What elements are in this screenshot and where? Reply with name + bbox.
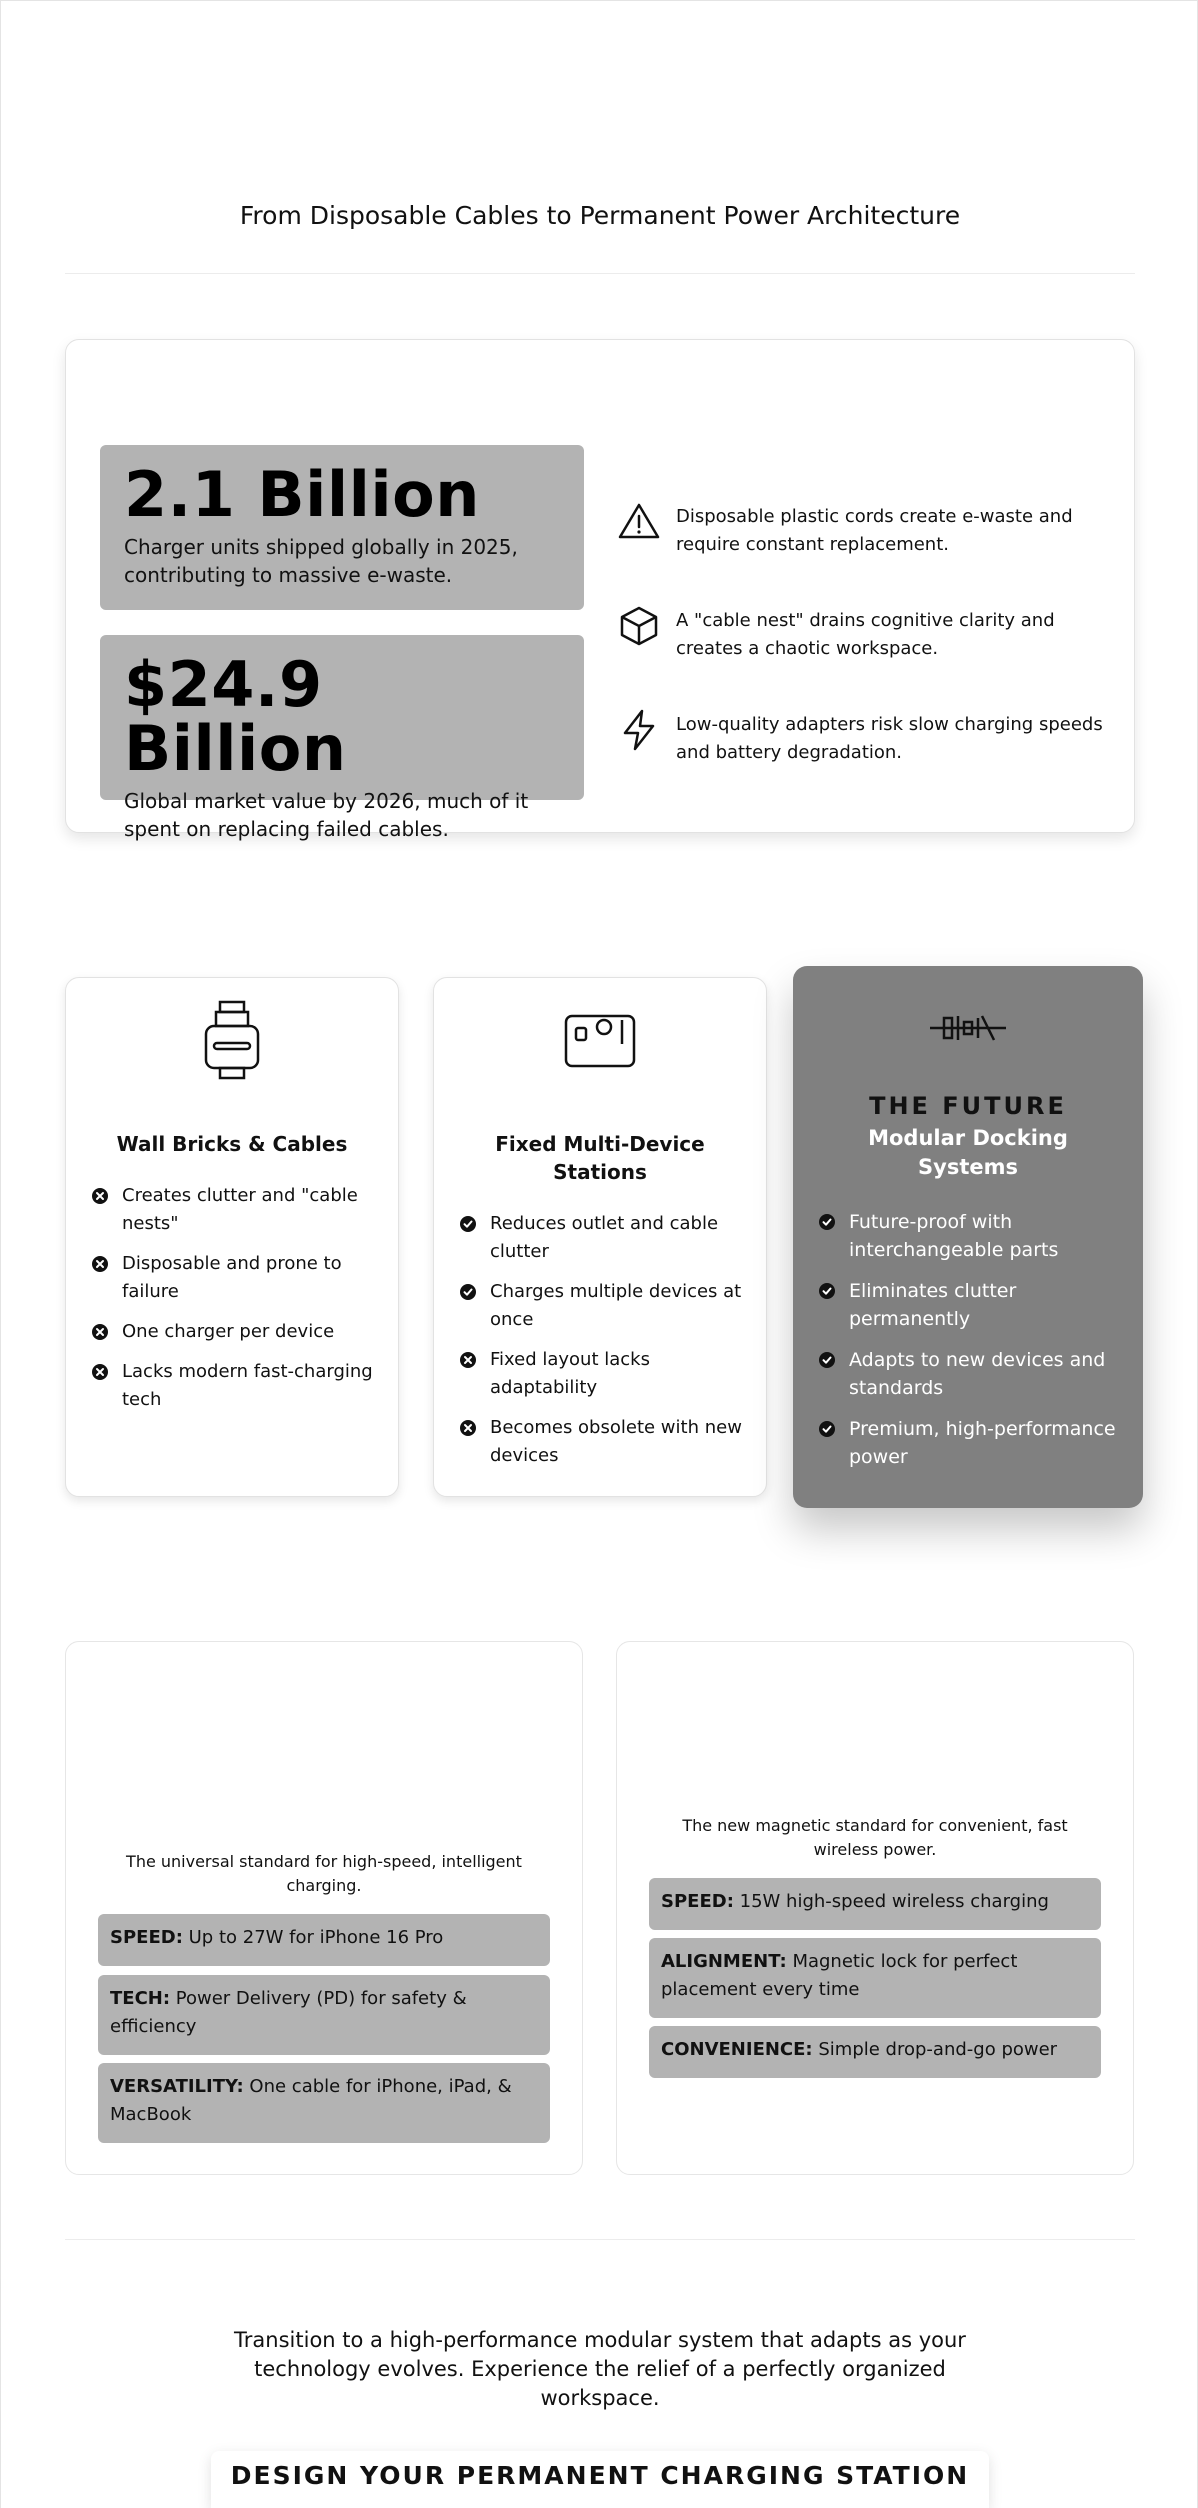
list-item (92, 1182, 380, 1238)
list-item (819, 1277, 1125, 1333)
spec-label: ALIGNMENT: (661, 1951, 787, 1972)
list-item (460, 1210, 748, 1266)
spec-text: Magnetic lock for perfect placement every time (661, 1951, 1018, 2000)
spec-label: SPEED: (661, 1891, 734, 1912)
stat-value: $24.9 Billion (124, 648, 347, 785)
spec-text: 15W high-speed wireless charging (739, 1891, 1049, 1912)
stats-panel (65, 339, 1135, 841)
spec-label: TECH: (110, 1988, 171, 2009)
issue-text: A "cable nest" drains cognitive clarity and creates a chaotic workspace. (676, 610, 1055, 659)
list-item-text: Lacks modern fast-charging tech (122, 1361, 373, 1410)
list-item-text: Becomes obsolete with new devices (490, 1417, 742, 1466)
spec-text: Simple drop-and-go power (818, 2039, 1058, 2060)
wall-charger-icon (202, 1000, 262, 1082)
warning-icon (616, 499, 662, 545)
closing-statement: Transition to a high-performance modular system that adapts as your technology evolves. Experience the relief of a perfectly organized workspace. (234, 2328, 966, 2410)
stat-description: Charger units shipped globally in 2025, contributing to massive e-waste. (124, 535, 518, 587)
card-title: Fixed Multi-Device Stations (495, 1132, 705, 1184)
standard-card-magsafe (616, 1641, 1134, 2175)
list-item (92, 1250, 380, 1306)
card-title: Wall Bricks & Cables (116, 1132, 348, 1156)
spec-label: SPEED: (110, 1927, 183, 1948)
check-circle-icon (819, 1283, 835, 1299)
list-item (460, 1278, 748, 1334)
list-item (819, 1208, 1125, 1264)
spec-text: Up to 27W for iPhone 16 Pro (188, 1927, 444, 1948)
list-item (460, 1346, 748, 1402)
list-item-text: Creates clutter and "cable nests" (122, 1185, 358, 1234)
check-circle-icon (460, 1216, 476, 1232)
spec-item (98, 1975, 550, 2055)
divider (65, 273, 1135, 274)
list-item (92, 1318, 380, 1346)
list-item (460, 1414, 748, 1470)
page-headline: From Disposable Cables to Permanent Power Architecture (239, 201, 961, 230)
x-circle-icon (92, 1364, 108, 1380)
design-station-button[interactable]: DESIGN YOUR PERMANENT CHARGING STATION (211, 2451, 989, 2508)
card-title: Modular Docking Systems (868, 1126, 1068, 1179)
check-circle-icon (460, 1284, 476, 1300)
check-circle-icon (819, 1214, 835, 1230)
standard-description: The new magnetic standard for convenient, fast wireless power. (682, 1816, 1068, 1859)
lightning-icon (616, 707, 662, 753)
spec-item (649, 1878, 1101, 1930)
issue-text: Low-quality adapters risk slow charging speeds and battery degradation. (676, 714, 1103, 763)
feature-list (92, 1182, 380, 1426)
spec-item (649, 1938, 1101, 2018)
spec-item (98, 2063, 550, 2143)
spec-text: Power Delivery (PD) for safety & efficiency (110, 1988, 467, 2037)
comparison-card-wall-bricks (65, 977, 399, 1497)
x-circle-icon (92, 1188, 108, 1204)
stat-box-market (100, 635, 584, 841)
list-item (819, 1346, 1125, 1402)
x-circle-icon (460, 1352, 476, 1368)
spec-text: One cable for iPhone, iPad, & MacBook (110, 2076, 512, 2125)
list-item-text: Eliminates clutter permanently (849, 1280, 1017, 1330)
standard-card-usb-c (65, 1641, 583, 2175)
spec-label: CONVENIENCE: (661, 2039, 813, 2060)
list-item-text: Adapts to new devices and standards (849, 1349, 1106, 1399)
list-item-text: Fixed layout lacks adaptability (490, 1349, 650, 1398)
list-item-text: Charges multiple devices at once (490, 1281, 742, 1330)
list-item-text: Premium, high-performance power (849, 1418, 1116, 1468)
list-item (92, 1358, 380, 1414)
stat-value: 2.1 Billion (124, 458, 480, 531)
spec-item (98, 1914, 550, 1966)
issue-item (616, 607, 1106, 663)
divider (65, 2239, 1135, 2240)
standard-description: The universal standard for high-speed, intelligent charging. (126, 1852, 522, 1895)
list-item-text: Disposable and prone to failure (122, 1253, 342, 1302)
comparison-card-multi-device (433, 977, 767, 1497)
stat-box-units (100, 445, 584, 610)
list-item-text: Future-proof with interchangeable parts (849, 1211, 1059, 1261)
list-item-text: Reduces outlet and cable clutter (490, 1213, 719, 1262)
issue-item (616, 711, 1106, 767)
issue-item (616, 503, 1106, 559)
x-circle-icon (92, 1256, 108, 1272)
modular-connector-icon (928, 1012, 1008, 1044)
stat-description: Global market value by 2026, much of it spent on replacing failed cables. (124, 789, 529, 841)
spec-item (649, 2026, 1101, 2078)
card-kicker: THE FUTURE (869, 1092, 1067, 1120)
issue-text: Disposable plastic cords create e-waste and require constant replacement. (676, 506, 1073, 555)
check-circle-icon (819, 1352, 835, 1368)
comparison-card-future (793, 966, 1143, 1508)
list-item (819, 1415, 1125, 1471)
charging-station-icon (564, 1012, 636, 1068)
feature-list (819, 1208, 1125, 1484)
spec-label: VERSATILITY: (110, 2076, 244, 2097)
check-circle-icon (819, 1421, 835, 1437)
cube-icon (616, 603, 662, 649)
x-circle-icon (460, 1420, 476, 1436)
list-item-text: One charger per device (122, 1321, 335, 1342)
x-circle-icon (92, 1324, 108, 1340)
feature-list (460, 1210, 748, 1482)
